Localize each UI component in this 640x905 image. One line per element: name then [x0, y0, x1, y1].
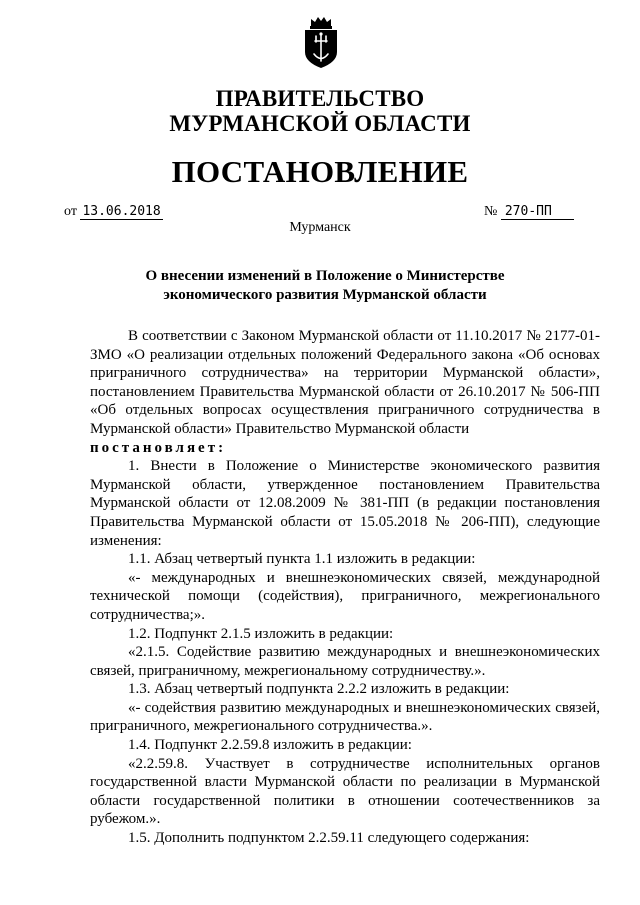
intro-paragraph: В соответствии с Законом Мурманской области от 11.10.2017 № 2177-01-ЗМО «О реализации отдельных положений Федерального закона «Об основах приграничного сотрудничества» на территории Мурманской области», постановлением Правительства Мурманской области от 26.10.2017 № 506-ПП «Об отдельных вопросах осуществления приграничного сотрудничества в Мурманской области» Правительство Мурманской области [90, 328, 600, 437]
paragraph-1-2-text: «2.1.5. Содействие развитию международных и внешнеэкономических связей, приграничному, межрегиональному сотрудничеству.». [90, 644, 600, 679]
number-prefix: № [484, 204, 498, 219]
number-value: 270-ПП [501, 204, 574, 220]
paragraph-1-3: 1.3. Абзац четвертый подпункта 2.2.2 изложить в редакции: [128, 681, 510, 698]
document-type-title: ПОСТАНОВЛЕНИЕ [171, 154, 469, 189]
decree-word: постановляет: [90, 439, 227, 456]
document-body [90, 327, 600, 848]
paragraph-1-2: 1.2. Подпункт 2.1.5 изложить в редакции: [128, 625, 394, 642]
date-prefix: от [64, 204, 77, 219]
date-value: 13.06.2018 [82, 204, 161, 219]
coat-of-arms-icon [302, 14, 340, 70]
org-name-line2: МУРМАНСКОЙ ОБЛАСТИ [169, 111, 471, 136]
paragraph-1-1: 1.1. Абзац четвертый пункта 1.1 изложить в редакции: [128, 551, 476, 568]
paragraph-1-4-text: «2.2.59.8. Участвует в сотрудничестве исполнительных органов государственной власти Мурманской области по реализации в Мурманской области государственной политики в отношении соотечественников за рубежом.». [90, 755, 600, 828]
paragraph-1-5: 1.5. Дополнить подпунктом 2.2.59.11 следующего содержания: [128, 830, 530, 847]
org-name-line1: ПРАВИТЕЛЬСТВО [215, 86, 425, 111]
paragraph-1-3-text: «- содействия развитию международных и внешнеэкономических связей, приграничного, межрегионального сотрудничества.». [90, 699, 600, 735]
paragraph-1-4: 1.4. Подпункт 2.2.59.8 изложить в редакции: [128, 737, 412, 754]
document-subject: О внесении изменений в Положение о Министерстве экономического развития Мурманской области [145, 268, 505, 303]
city-name: Мурманск [289, 220, 351, 235]
paragraph-1: 1. Внести в Положение о Министерстве экономического развития Мурманской области, утвержденное постановлением Правительства Мурманской области от 12.08.2009 № 381-ПП (в редакции постановления Правительства Мурманской области от 15.05.2018 № 206-ПП), следующие изменения: [90, 458, 600, 549]
paragraph-1-1-text: «- международных и внешнеэкономических связей, международной технической помощи (содействия), приграничного, межрегионального сотрудничества;». [90, 569, 600, 623]
